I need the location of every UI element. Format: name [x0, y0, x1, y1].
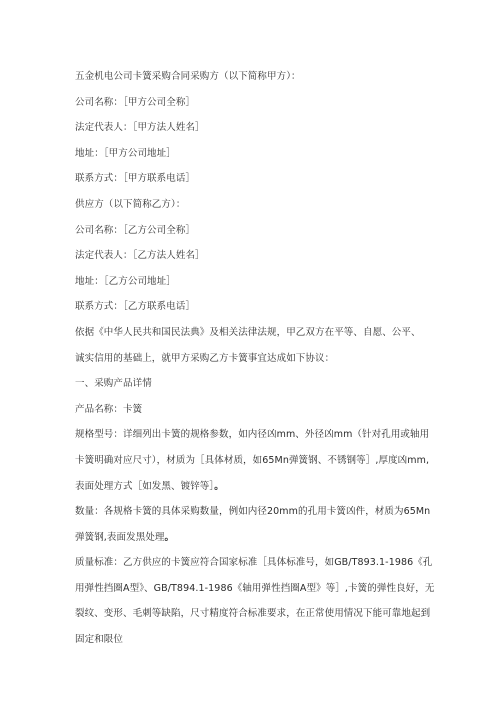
supplier-company-name: 公司名称：［乙方公司全称］ — [75, 224, 196, 236]
quality-paragraph: 质量标准：乙方供应的卡簧应符合国家标准［具体标准号，如GB/T893.1-1986《孔用弹性挡圈A型》、GB/T894.1-1986《轴用弹性挡圈A型》等］,卡簧的弹性良好，无裂纹、变形、毛刺等缺陷，尺寸精度符合标准要求，在正常使用情况下能可靠地起到固定和限位 — [75, 557, 435, 646]
buyer-company-name: 公司名称：［甲方公司全称］ — [75, 96, 196, 108]
section-1-heading: 一、采购产品详情 — [75, 378, 152, 390]
quantity-paragraph — [75, 499, 435, 550]
spec-text: 规格型号：详细列出卡簧的规格参数，如内径凶mm、外径凶mm（针对孔用或轴用卡簧明确对应尺寸），材质为［具体材质，如65Mn弹簧钢、不锈钢等］,厚度凶mm,表面处理方式［如发黑、镀锌等］ — [75, 429, 430, 492]
supplier-contact: 联系方式：［乙方联系电话］ — [75, 301, 196, 313]
product-name: 产品名称：卡簧 — [75, 403, 143, 415]
supplier-address: 地址：［乙方公司地址］ — [75, 275, 176, 287]
spec-period: 。 — [214, 480, 224, 492]
quantity-period: 。 — [164, 531, 175, 543]
supplier-legal-representative: 法定代表人：［乙方法人姓名］ — [75, 250, 205, 262]
contract-intro-title: 五金机电公司卡簧采购合同采购方（以下简称甲方）： — [75, 71, 301, 82]
spec-paragraph — [75, 422, 435, 499]
quantity-text: 数量：各规格卡簧的具体采购数量，例如内径20mm的孔用卡簧凶件，材质为65Mn弹簧钢,表面发黑处理 — [75, 506, 431, 543]
buyer-address: 地址：［甲方公司地址］ — [75, 147, 176, 159]
legal-basis-line-2: 诚实信用的基础上，就甲方采购乙方卡簧事宜达成如下协议： — [75, 352, 335, 364]
document-body — [75, 64, 435, 653]
buyer-legal-representative: 法定代表人：［甲方法人姓名］ — [75, 122, 205, 134]
buyer-contact: 联系方式：［甲方联系电话］ — [75, 173, 196, 185]
supplier-title: 供应方（以下简称乙方）： — [75, 198, 186, 210]
legal-basis-line-1: 依据《中华人民共和国民法典》及相关法律法规，甲乙双方在平等、自愿、公平、 — [75, 326, 421, 338]
